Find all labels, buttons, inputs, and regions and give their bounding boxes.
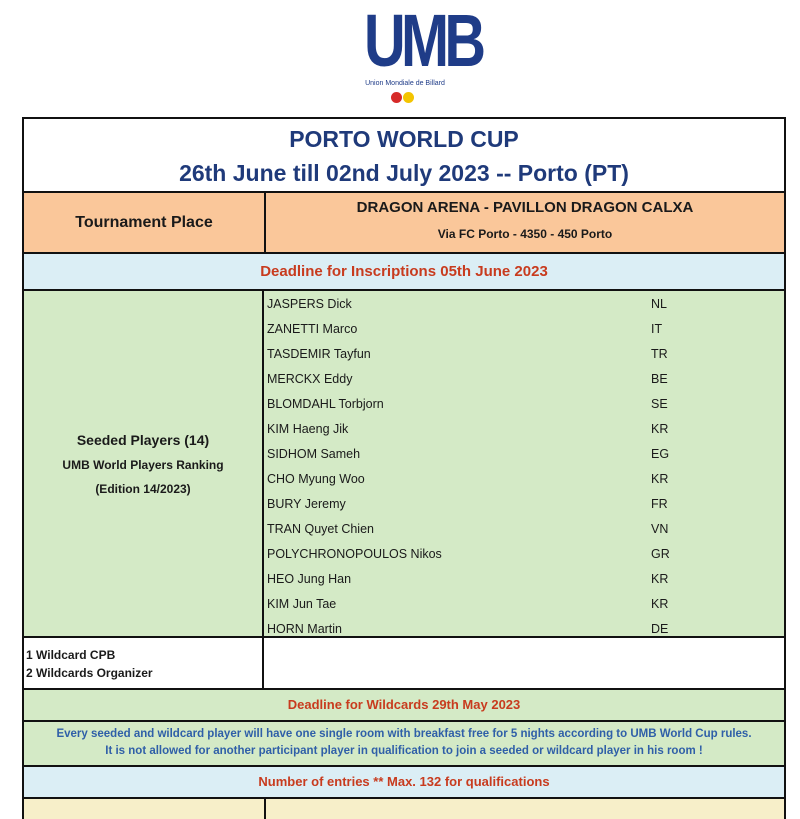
- venue-name: DRAGON ARENA - PAVILLON DRAGON CALXA: [356, 199, 694, 216]
- player-row: [264, 344, 784, 369]
- player-nation: KR: [651, 597, 669, 611]
- rules-line-1: Every seeded and wildcard player will have one single room with breakfast free for 5 nights according to UMB World Cup rules.: [56, 728, 752, 740]
- wildcards-info: [24, 638, 264, 688]
- wildcards-deadline: Deadline for Wildcards 29th May 2023: [24, 690, 784, 722]
- venue-address: Via FC Porto - 4350 - 450 Porto: [437, 227, 613, 241]
- player-nation: IT: [651, 322, 663, 336]
- player-name: KIM Haeng Jik: [267, 422, 349, 436]
- player-row: [264, 594, 784, 619]
- player-nation: FR: [651, 497, 668, 511]
- player-name: HEO Jung Han: [267, 572, 352, 586]
- player-row: [264, 319, 784, 344]
- player-row: [264, 619, 784, 644]
- wildcard-organizer: 2 Wildcards Organizer: [26, 666, 153, 680]
- player-name: ZANETTI Marco: [267, 322, 358, 336]
- player-row: [264, 369, 784, 394]
- player-name: KIM Jun Tae: [267, 597, 337, 611]
- player-name: SIDHOM Sameh: [267, 447, 361, 461]
- entries-info: Number of entries ** Max. 132 for qualifications: [24, 767, 784, 799]
- player-nation: KR: [651, 422, 669, 436]
- player-name: BURY Jeremy: [267, 497, 346, 511]
- place-row: [24, 193, 784, 254]
- player-row: [264, 569, 784, 594]
- logo-red-dot: [391, 92, 402, 103]
- player-name: POLYCHRONOPOULOS Nikos: [267, 547, 442, 561]
- player-row: [264, 494, 784, 519]
- wildcard-cpb: 1 Wildcard CPB: [26, 648, 116, 662]
- place-details: [266, 193, 784, 252]
- player-nation: NL: [651, 297, 667, 311]
- player-nation: SE: [651, 397, 668, 411]
- player-row: [264, 394, 784, 419]
- logo-letters: UMB: [364, 0, 482, 82]
- player-nation: DE: [651, 622, 669, 636]
- tournament-title: PORTO WORLD CUP: [289, 126, 519, 152]
- seeded-info: [24, 291, 264, 636]
- player-nation: EG: [651, 447, 670, 461]
- player-name: JASPERS Dick: [267, 297, 352, 311]
- rules-line-2: It is not allowed for another participant player in qualification to join a seeded or wildcard player in his room !: [105, 745, 703, 757]
- player-name: CHO Myung Woo: [267, 472, 365, 486]
- player-row: [264, 544, 784, 569]
- player-name: HORN Martin: [267, 622, 343, 636]
- player-row: [264, 444, 784, 469]
- player-name: TRAN Quyet Chien: [267, 522, 374, 536]
- player-name: MERCKX Eddy: [267, 372, 353, 386]
- player-nation: VN: [651, 522, 669, 536]
- player-nation: TR: [651, 347, 668, 361]
- player-row: [264, 419, 784, 444]
- player-row: [264, 519, 784, 544]
- player-row: [264, 469, 784, 494]
- next-row-left: [24, 799, 266, 819]
- ranking-label: UMB World Players Ranking: [62, 457, 224, 472]
- next-row-partial: [24, 799, 784, 819]
- player-row: [264, 294, 784, 319]
- logo-subtitle: Union Mondiale de Billard: [365, 80, 445, 87]
- tournament-sheet: [22, 117, 786, 819]
- player-list: [264, 291, 784, 636]
- room-rules: [24, 722, 784, 767]
- player-nation: KR: [651, 472, 669, 486]
- umb-logo: [360, 0, 482, 110]
- player-name: TASDEMIR Tayfun: [267, 347, 371, 361]
- logo-yellow-dot: [403, 92, 414, 103]
- seeded-title: Seeded Players (14): [76, 431, 210, 448]
- player-name: BLOMDAHL Torbjorn: [267, 397, 384, 411]
- place-label: Tournament Place: [24, 193, 266, 252]
- player-nation: GR: [651, 547, 670, 561]
- ranking-edition: (Edition 14/2023): [95, 481, 191, 496]
- inscriptions-deadline: Deadline for Inscriptions 05th June 2023: [24, 254, 784, 291]
- title-block: [24, 119, 784, 193]
- player-nation: BE: [651, 372, 668, 386]
- player-nation: KR: [651, 572, 669, 586]
- tournament-dates: 26th June till 02nd July 2023 -- Porto (PT): [179, 160, 629, 186]
- wildcards-row: [24, 638, 784, 690]
- seeded-players-row: [24, 291, 784, 638]
